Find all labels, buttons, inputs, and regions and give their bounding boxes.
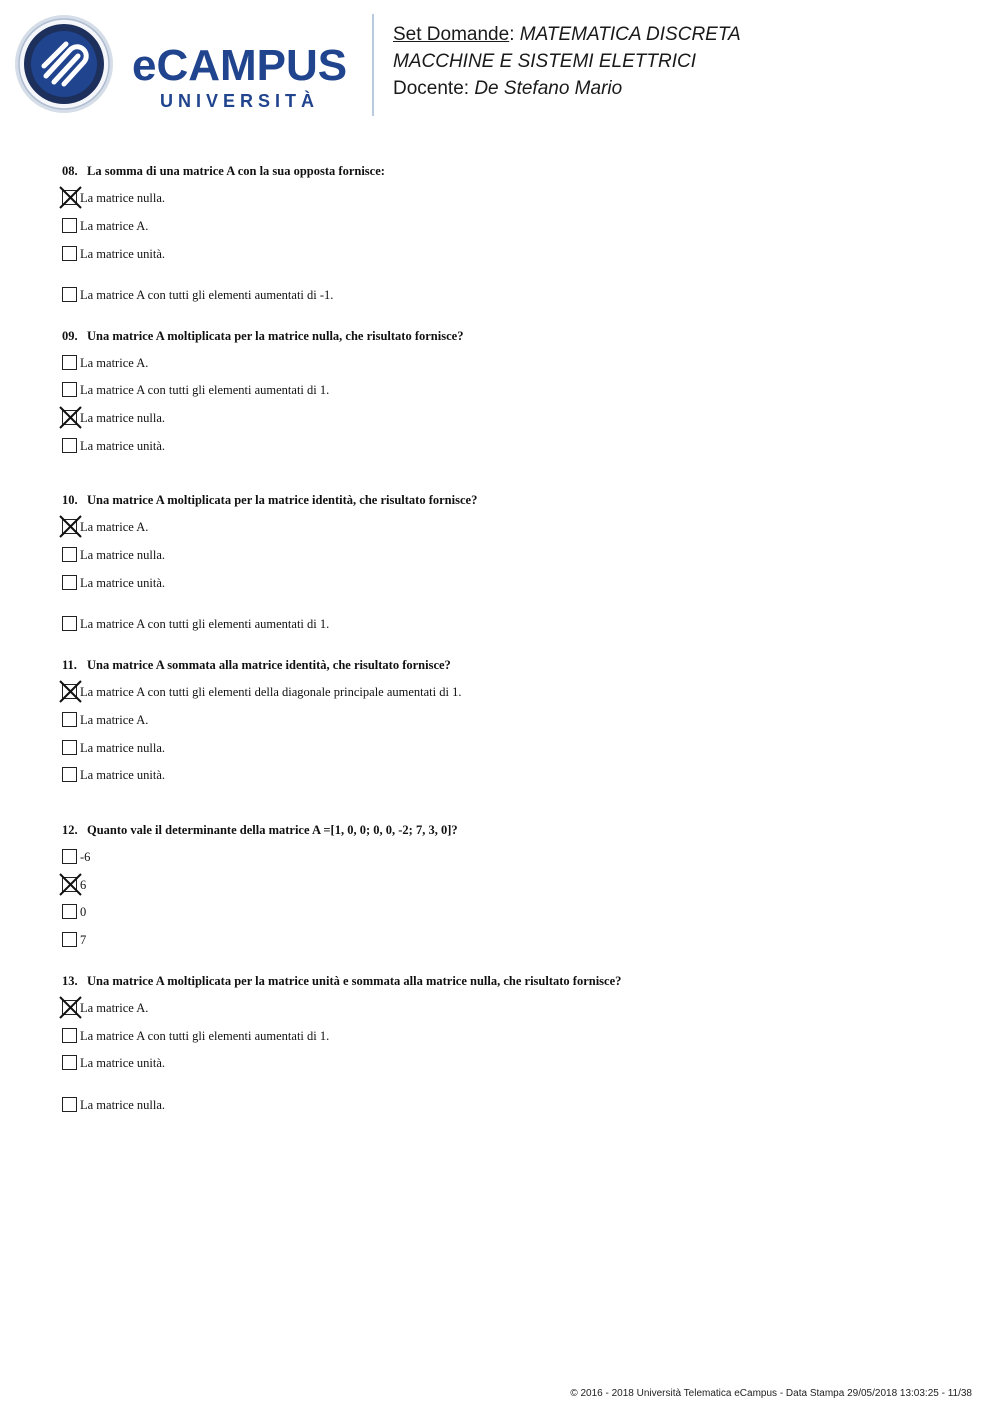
answer-text: La matrice nulla. (80, 411, 166, 425)
question-number: 08. (62, 164, 78, 178)
answer-text: 0 (80, 905, 87, 919)
answer-text: La matrice unità. (80, 439, 166, 453)
question-number: 12. (62, 823, 78, 837)
question-title (62, 657, 451, 673)
question-12 (62, 822, 458, 947)
checked-checkbox[interactable] (62, 1000, 77, 1015)
set-label: Set Domande (393, 24, 510, 45)
question-text: Una matrice A moltiplicata per la matrice nulla, che risultato fornisce? (87, 329, 464, 343)
checkbox[interactable] (62, 355, 77, 370)
checkbox[interactable] (62, 438, 77, 453)
question-number: 11. (62, 658, 77, 672)
answer-text: -6 (80, 850, 91, 864)
answer-text: La matrice A. (80, 356, 149, 370)
question-title (62, 163, 385, 179)
answer-text: La matrice A con tutti gli elementi aumentati di 1. (80, 617, 330, 631)
question-08 (62, 163, 385, 302)
question-title (62, 973, 621, 989)
answer-text: La matrice A con tutti gli elementi aumentati di 1. (80, 1029, 330, 1043)
checkbox[interactable] (62, 575, 77, 590)
course-line-1: MATEMATICA DISCRETA (519, 24, 741, 45)
header-divider (372, 14, 374, 116)
course-line-2: MACCHINE E SISTEMI ELETTRICI (393, 51, 696, 72)
checked-checkbox[interactable] (62, 519, 77, 534)
checkbox[interactable] (62, 740, 77, 755)
question-number: 09. (62, 329, 78, 343)
answer-text: La matrice nulla. (80, 548, 166, 562)
page-header (0, 0, 1000, 130)
question-13 (62, 973, 622, 1112)
answer-text: La matrice unità. (80, 768, 166, 782)
checked-checkbox[interactable] (62, 410, 77, 425)
question-title (62, 328, 463, 344)
checkbox[interactable] (62, 287, 77, 302)
answer-text: La matrice A. (80, 713, 149, 727)
checkbox[interactable] (62, 767, 77, 782)
question-title (62, 822, 458, 838)
checked-checkbox[interactable] (62, 190, 77, 205)
answer-text: La matrice A con tutti gli elementi aumentati di 1. (80, 383, 330, 397)
question-number: 13. (62, 974, 78, 988)
cross-mark-icon (59, 406, 82, 429)
checkbox[interactable] (62, 932, 77, 947)
question-title (62, 492, 477, 508)
svg-text:UNIVERSITÀ: UNIVERSITÀ (160, 91, 320, 111)
cross-mark-icon (59, 996, 82, 1019)
cross-mark-icon (59, 515, 82, 538)
answer-text: La matrice unità. (80, 247, 166, 261)
answer-text: La matrice nulla. (80, 1098, 166, 1112)
answer-text: La matrice nulla. (80, 741, 166, 755)
checkbox[interactable] (62, 849, 77, 864)
question-11 (62, 657, 462, 782)
page-footer: © 2016 - 2018 Università Telematica eCampus - Data Stampa 29/05/2018 13:03:25 - 11/38 (570, 1388, 972, 1399)
checkbox[interactable] (62, 1055, 77, 1070)
question-text: Una matrice A moltiplicata per la matrice unità e sommata alla matrice nulla, che risultato fornisce? (87, 974, 622, 988)
question-10 (62, 492, 478, 631)
checkbox[interactable] (62, 246, 77, 261)
checkbox[interactable] (62, 616, 77, 631)
answer-text: 7 (80, 933, 87, 947)
answer-text: La matrice A. (80, 520, 149, 534)
answer-text: La matrice A. (80, 1001, 149, 1015)
question-09 (62, 328, 464, 453)
answer-text: La matrice unità. (80, 576, 166, 590)
set-info: Set Domande: MATEMATICA DISCRETA MACCHINE E SISTEMI ELETTRICI Docente: De Stefano Mario (393, 24, 741, 99)
checkbox[interactable] (62, 1028, 77, 1043)
answer-text: La matrice unità. (80, 1056, 166, 1070)
question-text: Una matrice A moltiplicata per la matrice identità, che risultato fornisce? (87, 493, 478, 507)
teacher-label: Docente: (393, 78, 470, 99)
checkbox[interactable] (62, 547, 77, 562)
checked-checkbox[interactable] (62, 877, 77, 892)
checkbox[interactable] (62, 904, 77, 919)
question-text: La somma di una matrice A con la sua opposta fornisce: (87, 164, 385, 178)
cross-mark-icon (59, 186, 82, 209)
answer-text: La matrice A. (80, 219, 149, 233)
cross-mark-icon (59, 680, 82, 703)
question-text: Quanto vale il determinante della matrice A =[1, 0, 0; 0, 0, -2; 7, 3, 0]? (87, 823, 458, 837)
checkbox[interactable] (62, 218, 77, 233)
question-text: Una matrice A sommata alla matrice identità, che risultato fornisce? (87, 658, 451, 672)
answer-text: La matrice A con tutti gli elementi della diagonale principale aumentati di 1. (80, 685, 462, 699)
checkbox[interactable] (62, 712, 77, 727)
question-number: 10. (62, 493, 78, 507)
teacher-name: De Stefano Mario (474, 78, 623, 99)
checked-checkbox[interactable] (62, 684, 77, 699)
answer-text: La matrice nulla. (80, 191, 166, 205)
svg-text:eCAMPUS: eCAMPUS (132, 41, 348, 90)
answer-text: 6 (80, 878, 87, 892)
ecampus-logo (14, 14, 359, 116)
cross-mark-icon (59, 873, 82, 896)
checkbox[interactable] (62, 1097, 77, 1112)
answer-text: La matrice A con tutti gli elementi aumentati di -1. (80, 288, 334, 302)
checkbox[interactable] (62, 382, 77, 397)
